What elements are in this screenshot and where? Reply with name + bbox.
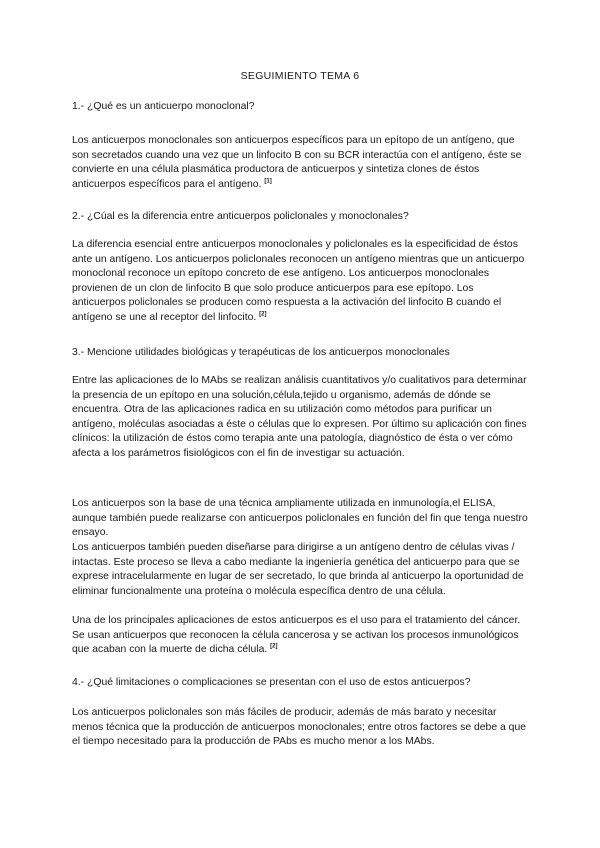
answer-3-para-1: Entre las aplicaciones de lo MAbs se realizan análisis cuantitativos y/o cualitativos para determinar la presencia de un epítopo en una solución,célula,tejido u organismo, además de dónde se encuentra. Otra de las aplicaciones radica en su utilización como métodos para purificar un antígeno, moléculas asociadas a éste o células que lo expresen. Por último su aplicación con fines clínicos: la utilización de éstos como terapia ante una patología, diagnóstico de ésta o ver cómo afecta a los parámetros fisiológicos con el fin de investigar su actuación. bbox=[72, 375, 527, 459]
answer-3-para-4-text: Una de los principales aplicaciones de estos anticuerpos es el uso para el tratamiento del cáncer. Se usan anticuerpos que reconocen la célula cancerosa y se activan los procesos inmunológicos que acaban con la muerte de dicha célula. bbox=[72, 615, 521, 656]
question-2: 2.- ¿Cúal es la diferencia entre anticuerpos policlonales y monoclonales? bbox=[72, 211, 409, 222]
answer-4: Los anticuerpos policlonales son más fáciles de producir, además de más barato y necesitar menos técnica que la producción de anticuerpos monoclonales; entre otros factores se debe a que el tiempo necesitado para la producción de PAbs es mucho menor a los MAbs. bbox=[72, 707, 527, 748]
reference-3: [2] bbox=[270, 643, 278, 650]
question-4: 4.- ¿Qué limitaciones o complicaciones se presentan con el uso de estos anticuerpos? bbox=[72, 677, 471, 688]
question-1: 1.- ¿Qué es un anticuerpo monoclonal? bbox=[72, 101, 255, 112]
answer-1-text: Los anticuerpos monoclonales son anticuerpos específicos para un epítopo de un antígeno, que son secretados cuando una vez que un linfocito B con su BCR interactúa con el antígeno, éste se convierte en una célula plasmática productora de anticuerpos y sintetiza clones de éstos anticuerpos específicos para el antígeno. bbox=[72, 135, 522, 190]
answer-3-para-2: Los anticuerpos son la base de una técnica ampliamente utilizada en inmunología,el ELISA, aunque también puede realizarse con anticuerpos policlonales en función del fin que tenga nuestro ensayo. bbox=[72, 498, 528, 539]
reference-1: [1] bbox=[264, 178, 272, 185]
answer-1 bbox=[72, 134, 528, 192]
answer-2 bbox=[72, 238, 528, 326]
question-3: 3.- Mencione utilidades biológicas y terapéuticas de los anticuerpos monoclonales bbox=[72, 347, 450, 358]
answer-3-para-3: Los anticuerpos también pueden diseñarse para dirigirse a un antígeno dentro de células vivas / intactas. Este proceso se lleva a cabo mediante la ingeniería genética del anticuerpo para que se exprese intracelularmente en lugar de ser secretado, lo que brinda al anticuerpo la oportunidad de eliminar funcionalmente una proteína o molécula específica dentro de una célula. bbox=[72, 542, 524, 597]
page-title: SEGUIMIENTO TEMA 6 bbox=[240, 70, 360, 82]
reference-2: [2] bbox=[259, 311, 267, 318]
answer-2-text: La diferencia esencial entre anticuerpos monoclonales y policlonales es la especificidad de éstos ante un antígeno. Los anticuerpos policlonales reconocen un antígeno mientras que un anticuerpo monoclonal reconoce un epítopo concreto de ese antígeno. Los anticuerpos monoclonales provienen de un clon de linfocito B que solo produce anticuerpos para ese epítopo. Los anticuerpos policlonales se producen como respuesta a la activación del linfocito B cuando el antígeno se une al receptor del linfocito. bbox=[72, 239, 525, 323]
answer-3-para-4 bbox=[72, 614, 528, 658]
